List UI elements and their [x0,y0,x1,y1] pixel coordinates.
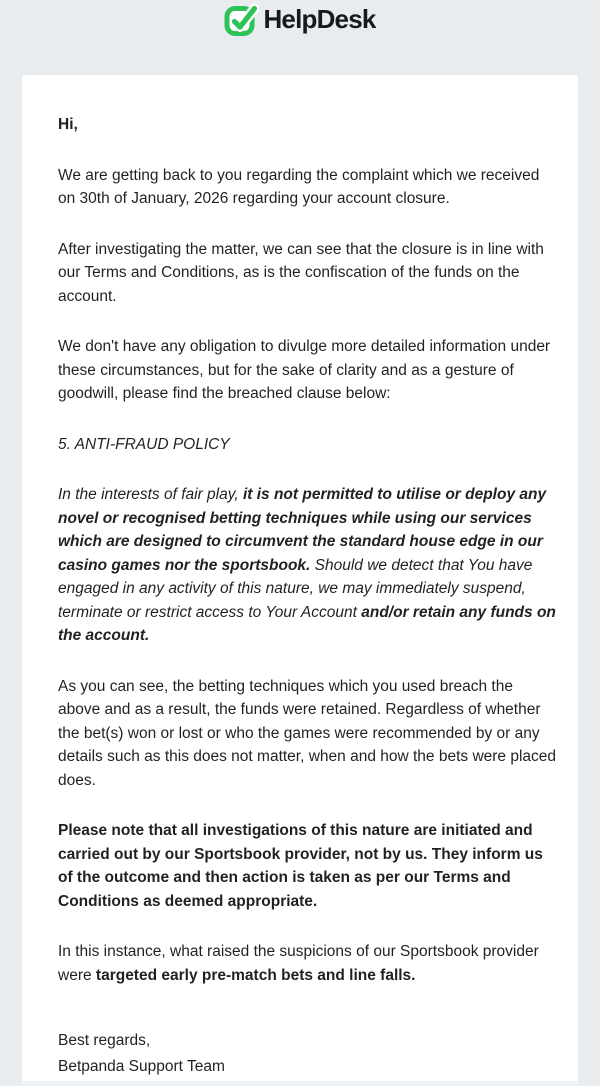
paragraph [58,164,558,211]
paragraph [58,483,558,648]
text-segment: targeted early pre-match bets and line falls. [95,966,416,984]
text-segment: In this instance, what raised the suspicions of our Sportsbook provider were [58,943,539,984]
footer-strip [22,1081,578,1086]
text-segment: and/or retain any funds on the account. [58,603,556,644]
greeting: Hi, [58,116,78,133]
paragraph [58,819,558,913]
signature-closing: Best regards, [58,1032,151,1049]
text-segment: In the interests of fair play, [58,486,243,503]
text-segment: it is not permitted to utilise or deploy any novel or recognised betting techniques while using our services which are designed to circumvent the standard house edge in our casino games nor the sportsbook. [58,486,547,574]
text-segment: As you can see, the betting techniques which you used breach the above and as a result, the funds were retained. Regardless of whether the bet(s) won or lost or who the games were recommended by or any details such as this does not matter, when and how the bets were placed does. [58,677,557,789]
text-segment: Please note that all investigations of this nature are initiated and carried out by our Sportsbook provider, not by us. They inform us of the outcome and then action is taken as per our Terms and Conditions as deemed appropriate. [58,822,543,910]
text-segment: We are getting back to you regarding the complaint which we received on 30th of January, 2026 regarding your account closure. [58,166,540,207]
email-paragraphs [58,164,558,988]
helpdesk-check-icon [224,3,257,36]
brand-header [0,0,600,36]
text-segment: After investigating the matter, we can see that the closure is in line with our Terms and Conditions, as is the confiscation of the funds on the account. [58,240,544,305]
paragraph [58,675,558,793]
text-segment: 5. ANTI-FRAUD POLICY [58,435,230,453]
brand-name: HelpDesk [263,3,376,34]
email-card [22,75,578,1086]
paragraph [58,940,558,987]
text-segment: Should we detect that You have engaged in any activity of this nature, we may immediately suspend, terminate or restrict access to Your Account [58,556,533,621]
text-segment: We don't have any obligation to divulge more detailed information under these circumstances, but for the sake of clarity and as a gesture of goodwill, please find the breached clause below: [58,338,551,402]
signature-team: Betpanda Support Team [58,1058,225,1075]
signature [58,1028,558,1080]
paragraph [58,335,558,406]
paragraph [58,433,558,457]
paragraph [58,238,558,309]
